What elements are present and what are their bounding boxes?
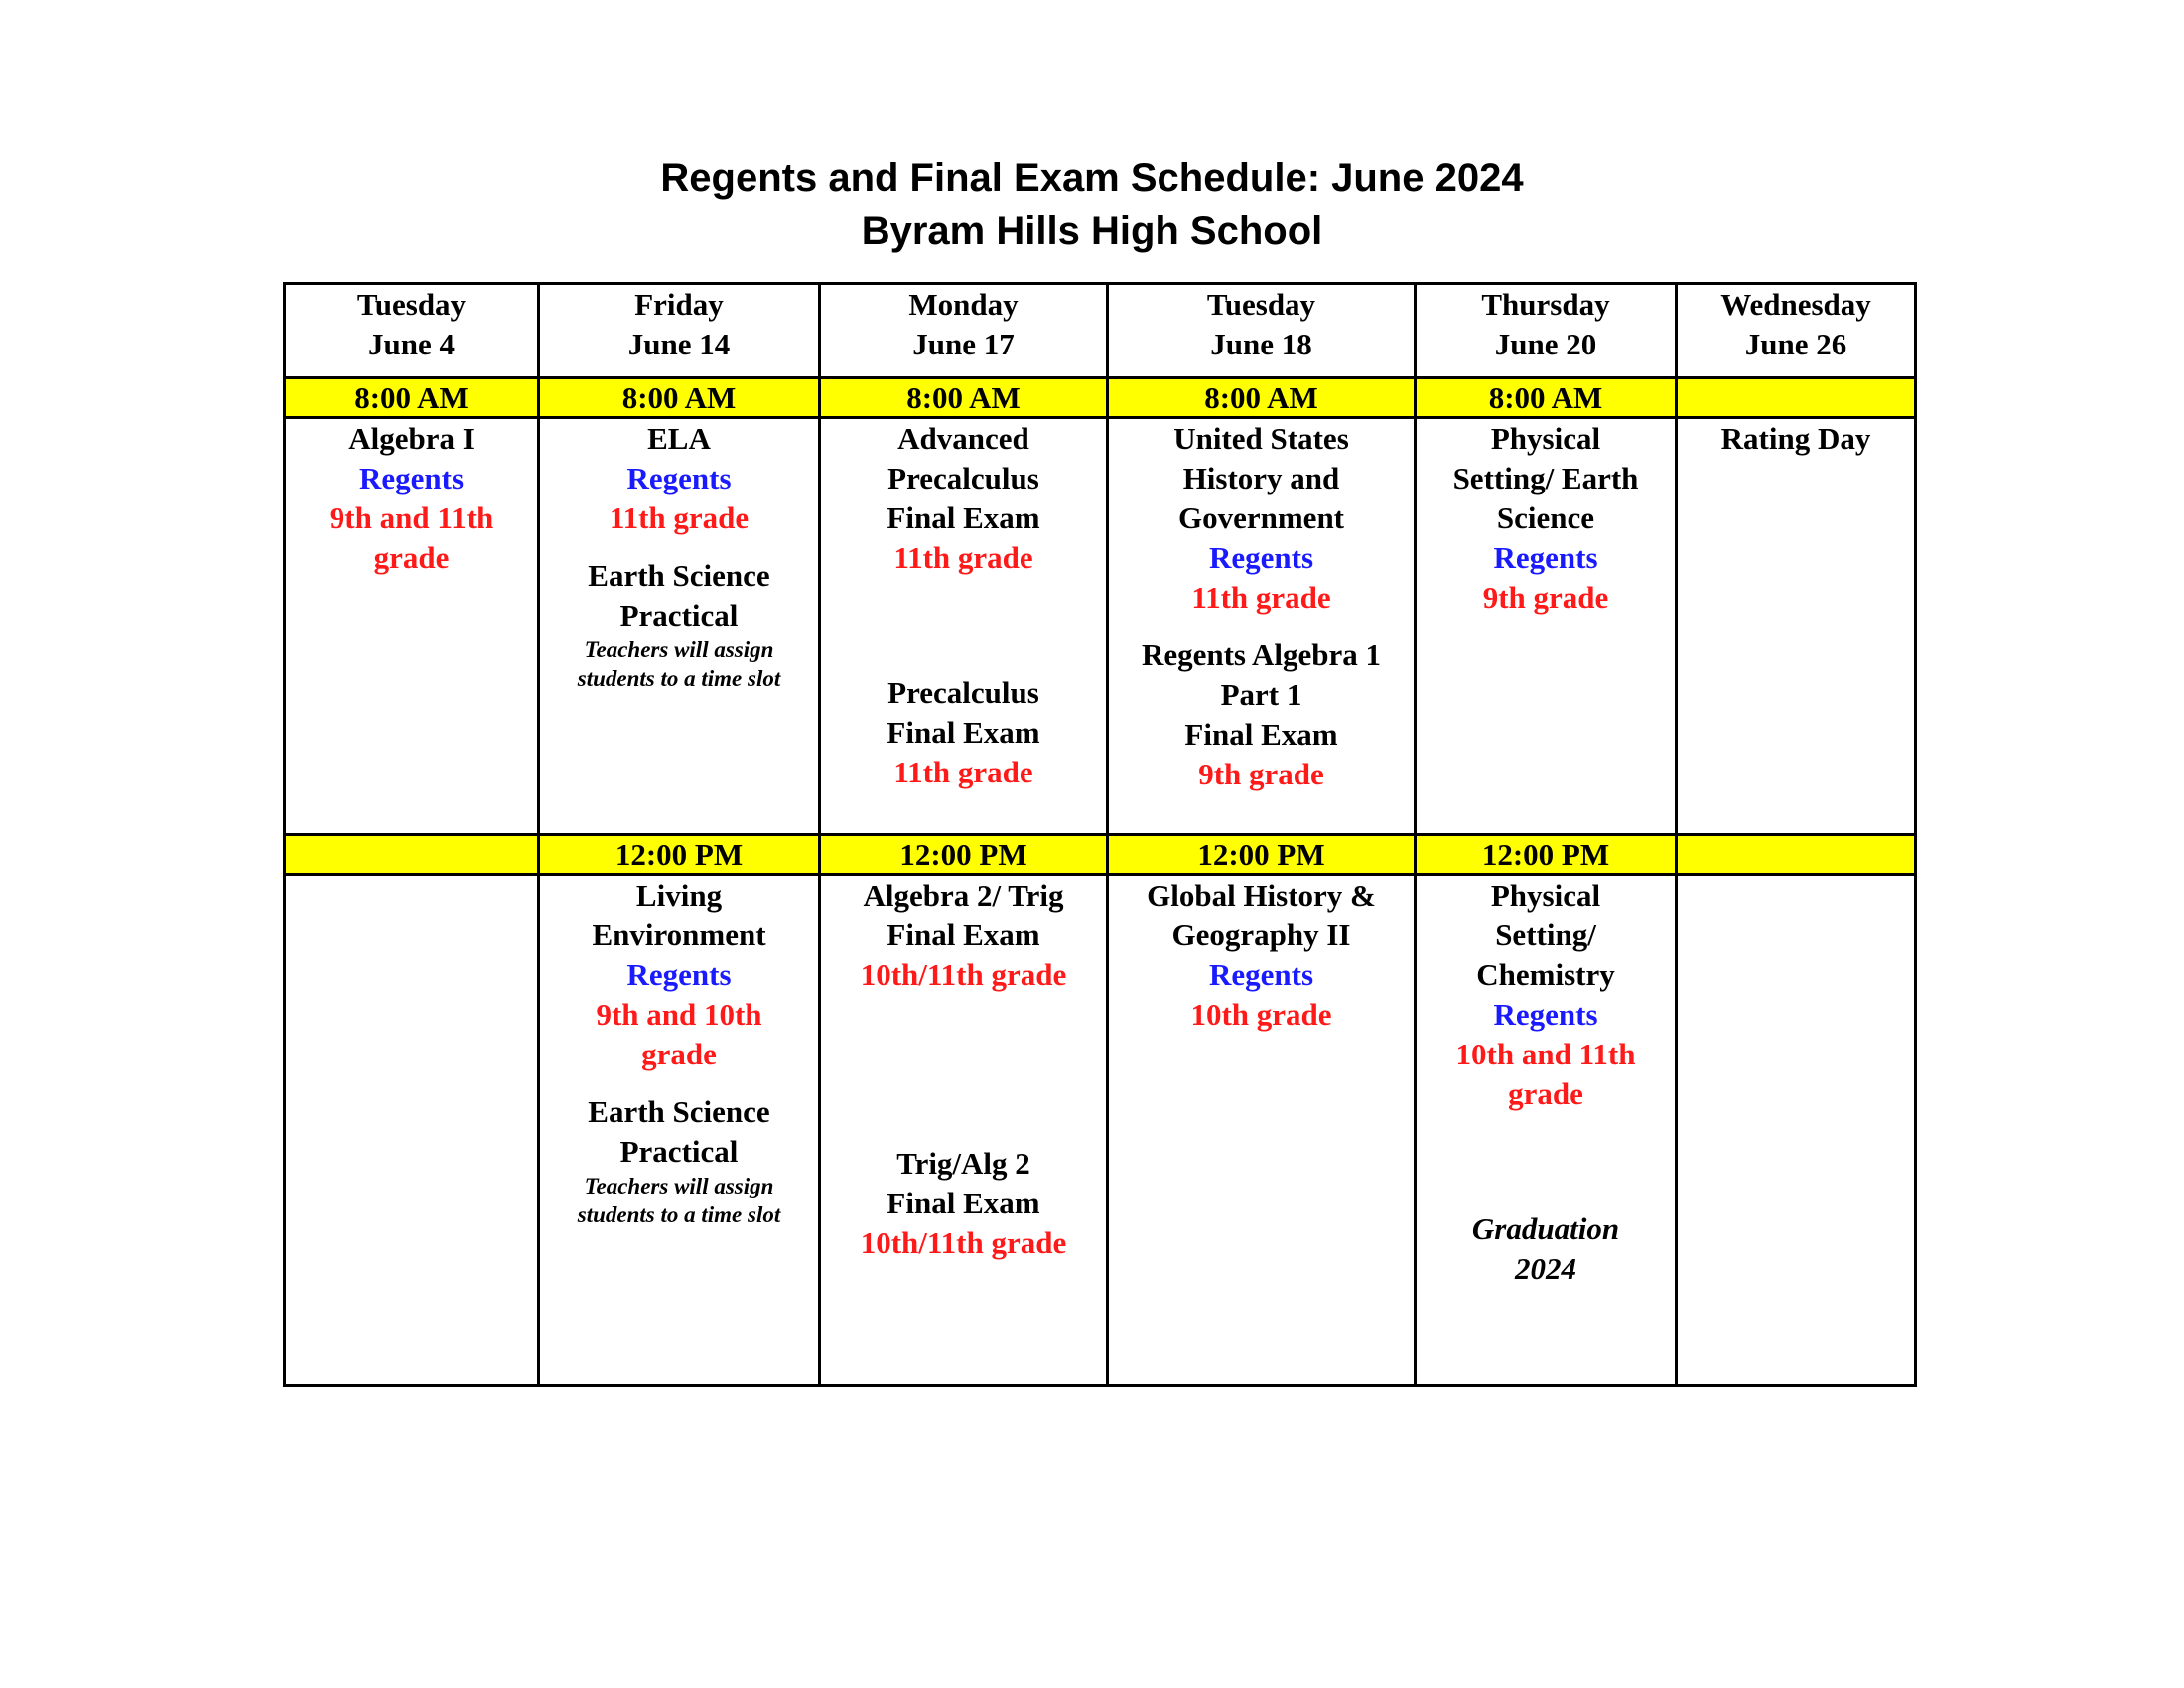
- time-slot: [285, 835, 539, 875]
- time-slot: 8:00 AM: [1108, 378, 1416, 418]
- exam-subject: Earth Science: [588, 1094, 770, 1129]
- exam-type: Regents: [626, 461, 732, 495]
- exam-type: Regents: [1493, 997, 1598, 1032]
- exam-grade: 9th and 11th: [329, 500, 494, 535]
- exam-grade: 10th/11th grade: [860, 1225, 1067, 1260]
- day-header: Monday June 17: [820, 284, 1108, 378]
- morning-exams-row: [285, 418, 1916, 835]
- afternoon-time-row: [285, 835, 1916, 875]
- exam-subject: Final Exam: [1184, 717, 1338, 752]
- exam-cell-tue-june-4-am: [285, 418, 539, 835]
- exam-grade: grade: [641, 1037, 717, 1071]
- exam-grade: 11th grade: [1191, 580, 1331, 615]
- title-line-2: Byram Hills High School: [861, 210, 1323, 253]
- exam-grade: 11th grade: [609, 500, 750, 535]
- exam-subject: Precalculus: [887, 675, 1039, 710]
- exam-subject: Precalculus: [887, 461, 1039, 495]
- exam-type: Regents: [626, 957, 732, 992]
- exam-subject: Living: [635, 878, 723, 913]
- exam-subject: History and: [1182, 461, 1340, 495]
- exam-cell-wed-june-26-am: [1677, 418, 1916, 835]
- afternoon-exams-row: [285, 875, 1916, 1386]
- exam-grade: 10th and 11th: [1455, 1037, 1636, 1071]
- time-slot: 8:00 AM: [285, 378, 539, 418]
- exam-subject: Advanced: [897, 421, 1029, 456]
- exam-grade: grade: [373, 540, 450, 575]
- document-title: [0, 151, 2184, 258]
- exam-subject: Chemistry: [1476, 957, 1615, 992]
- exam-type: Regents: [1208, 540, 1314, 575]
- exam-type: Regents: [1208, 957, 1314, 992]
- exam-subject: Practical: [619, 598, 739, 633]
- exam-note: Teachers will assign: [584, 1174, 774, 1198]
- exam-subject: United States: [1173, 421, 1349, 456]
- exam-subject: Trig/Alg 2: [896, 1146, 1030, 1181]
- day-header: Friday June 14: [539, 284, 820, 378]
- morning-time-row: [285, 378, 1916, 418]
- exam-subject: Final Exam: [887, 1186, 1040, 1220]
- exam-subject: Government: [1177, 500, 1345, 535]
- exam-schedule-table: [283, 282, 1917, 1387]
- day-header: Thursday June 20: [1416, 284, 1677, 378]
- time-slot: 8:00 AM: [539, 378, 820, 418]
- exam-subject: Regents Algebra 1: [1141, 637, 1382, 672]
- exam-subject: Science: [1496, 500, 1595, 535]
- time-slot: [1677, 378, 1916, 418]
- exam-note: Teachers will assign: [584, 637, 774, 662]
- graduation-note: 2024: [1515, 1251, 1576, 1286]
- exam-cell-fri-june-14-am: [539, 418, 820, 835]
- exam-subject: ELA: [647, 421, 711, 456]
- time-slot: 12:00 PM: [539, 835, 820, 875]
- day-header: Tuesday June 4: [285, 284, 539, 378]
- exam-subject: Physical: [1490, 878, 1601, 913]
- exam-cell-tue-june-18-am: [1108, 418, 1416, 835]
- exam-type: Regents: [1493, 540, 1598, 575]
- graduation-note: Graduation: [1471, 1211, 1620, 1246]
- exam-subject: Practical: [619, 1134, 739, 1169]
- exam-note: students to a time slot: [577, 666, 781, 691]
- day-header: Tuesday June 18: [1108, 284, 1416, 378]
- exam-subject: Environment: [592, 917, 766, 952]
- exam-grade: 9th grade: [1482, 580, 1609, 615]
- exam-subject: Final Exam: [887, 715, 1040, 750]
- time-slot: 12:00 PM: [820, 835, 1108, 875]
- exam-cell-tue-june-4-pm: [285, 875, 539, 1386]
- exam-cell-thu-june-20-pm: [1416, 875, 1677, 1386]
- exam-cell-mon-june-17-am: [820, 418, 1108, 835]
- exam-note: students to a time slot: [577, 1202, 781, 1227]
- exam-grade: 9th grade: [1198, 757, 1324, 791]
- exam-cell-tue-june-18-pm: [1108, 875, 1416, 1386]
- exam-subject: Final Exam: [887, 500, 1040, 535]
- time-slot: 8:00 AM: [1416, 378, 1677, 418]
- exam-subject: Setting/ Earth: [1452, 461, 1639, 495]
- exam-cell-mon-june-17-pm: [820, 875, 1108, 1386]
- exam-type: Regents: [358, 461, 465, 495]
- exam-subject: Algebra 2/ Trig: [863, 878, 1064, 913]
- exam-cell-thu-june-20-am: [1416, 418, 1677, 835]
- exam-subject: Physical: [1490, 421, 1601, 456]
- time-slot: 12:00 PM: [1108, 835, 1416, 875]
- day-header-row: [285, 284, 1916, 378]
- exam-cell-wed-june-26-pm: [1677, 875, 1916, 1386]
- time-slot: [1677, 835, 1916, 875]
- rating-day-label: Rating Day: [1720, 421, 1871, 456]
- exam-grade: 9th and 10th: [596, 997, 762, 1032]
- exam-subject: Geography II: [1171, 917, 1351, 952]
- time-slot: 12:00 PM: [1416, 835, 1677, 875]
- day-header: Wednesday June 26: [1677, 284, 1916, 378]
- exam-grade: 10th grade: [1190, 997, 1332, 1032]
- exam-subject: Setting/: [1495, 917, 1596, 952]
- exam-grade: 10th/11th grade: [860, 957, 1067, 992]
- exam-cell-fri-june-14-pm: [539, 875, 820, 1386]
- exam-subject: Algebra I: [348, 421, 475, 456]
- exam-subject: Final Exam: [887, 917, 1040, 952]
- exam-subject: Part 1: [1220, 677, 1302, 712]
- exam-grade: 11th grade: [893, 755, 1033, 789]
- exam-grade: grade: [1508, 1076, 1583, 1111]
- exam-subject: Global History &: [1147, 878, 1376, 913]
- exam-grade: 11th grade: [893, 540, 1033, 575]
- title-line-1: Regents and Final Exam Schedule: June 2024: [660, 156, 1524, 200]
- exam-subject: Earth Science: [588, 558, 770, 593]
- time-slot: 8:00 AM: [820, 378, 1108, 418]
